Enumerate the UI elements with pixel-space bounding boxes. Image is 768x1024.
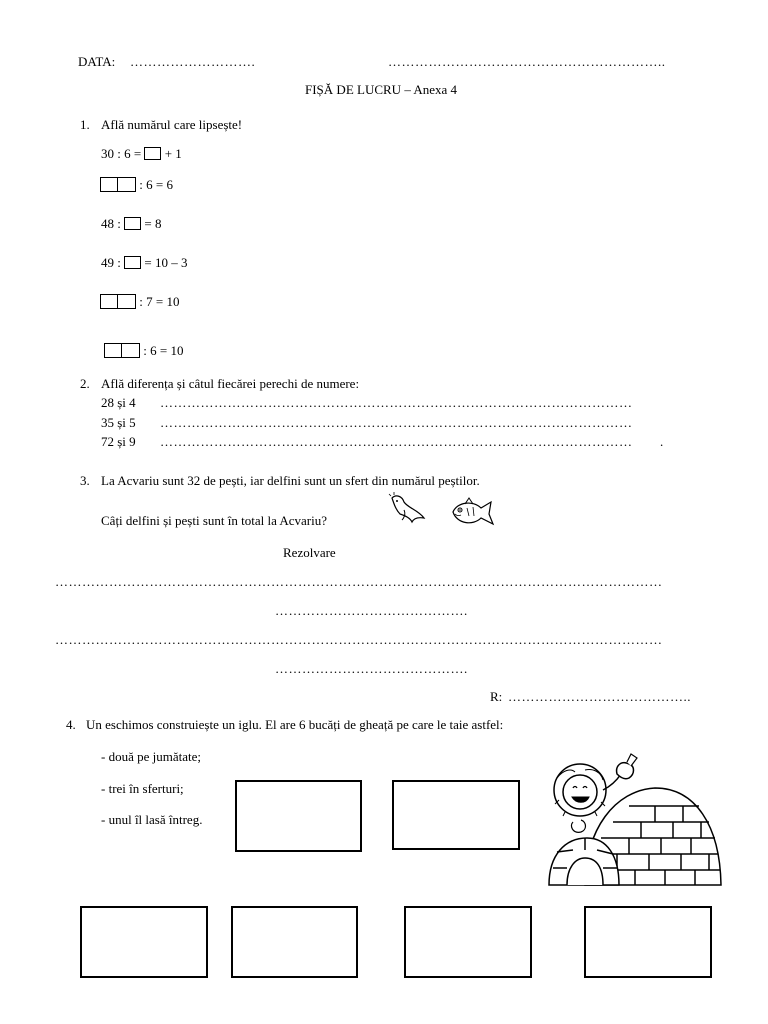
ex2-pair-3: 72 și 9 [101,434,136,449]
answer-box-4[interactable] [124,256,141,269]
eq5-right: : 7 = 10 [139,294,180,309]
solution-label: Rezolvare [283,545,336,560]
answer-label: R: [490,689,503,704]
ex3-problem: La Acvariu sunt 32 de pești, iar delfini sunt un sfert din numărul peștilor. [101,473,480,488]
answer-box-5[interactable] [100,294,136,309]
ex2-answer-line-1[interactable]: …………………………………………………………………………………………… [160,395,633,410]
ex2-instruction: Află diferența și câtul fiecărei perechi de numere: [101,376,360,391]
answer-line[interactable]: ………………………………….. [508,689,691,704]
ice-block-box-6[interactable] [584,906,712,978]
answer-box-6[interactable] [104,343,140,358]
ex1-equation-6 [104,343,183,359]
page-title: FIȘĂ DE LUCRU – Anexa 4 [305,82,458,97]
ex1-equation-2 [100,177,173,193]
ice-block-box-1[interactable] [235,780,362,852]
ex3-number: 3. [80,473,90,488]
ex1-instruction: Află numărul care lipsește! [101,117,243,132]
eq1-right: + 1 [164,146,182,161]
ex1-equation-3 [101,216,161,232]
ex2-answer-line-2[interactable]: …………………………………………………………………………………………… [160,415,633,430]
ex1-equation-5 [100,294,179,310]
ex2-pair-1: 28 și 4 [101,395,136,410]
ex1-equation-4 [101,255,187,271]
date-dots[interactable]: ………………………. [130,54,256,69]
name-dots[interactable]: …………………………………………………….. [388,54,666,69]
ex2-end-mark: . [660,434,664,449]
eq3-right: = 8 [144,216,162,231]
ex4-item-2: - trei în sferturi; [101,781,184,796]
ice-block-box-5[interactable] [404,906,532,978]
answer-box-1[interactable] [144,147,161,160]
ex4-item-1: - două pe jumătate; [101,749,201,764]
ex2-answer-line-3[interactable]: …………………………………………………………………………………………… [160,434,633,449]
answer-box-3[interactable] [124,217,141,230]
ice-block-box-2[interactable] [392,780,520,850]
solution-line-2[interactable]: ……………………………………. [275,603,468,618]
solution-line-4[interactable]: ……………………………………. [275,661,468,676]
ex4-item-3: - unul îl lasă întreg. [101,812,203,827]
ex4-number: 4. [66,717,76,732]
ex2-pair-2: 35 și 5 [101,415,136,430]
eq4-left: 49 : [101,255,121,270]
ex2-number: 2. [80,376,90,391]
ex4-problem: Un eschimos construiește un iglu. El are 6 bucăți de gheață pe care le taie astfel: [86,717,504,732]
fish-icon [447,494,495,530]
eq6-right: : 6 = 10 [143,343,184,358]
igloo-eskimo-icon [545,750,725,890]
ice-block-box-3[interactable] [80,906,208,978]
eq1-left: 30 : 6 = [101,146,142,161]
date-label: DATA: [78,54,116,69]
ice-block-box-4[interactable] [231,906,358,978]
eq3-left: 48 : [101,216,121,231]
ex3-question: Câți delfini și pești sunt în total la Acvariu? [101,513,328,528]
ex1-number: 1. [80,117,90,132]
eq2-right: : 6 = 6 [139,177,173,192]
ex1-equation-1 [101,146,182,162]
solution-line-3[interactable]: ……………………………………………………………………………………………………………………… [55,632,663,647]
dolphin-icon [388,492,428,528]
solution-line-1[interactable]: ……………………………………………………………………………………………………………………… [55,574,663,589]
answer-box-2[interactable] [100,177,136,192]
eq4-right: = 10 – 3 [144,255,188,270]
